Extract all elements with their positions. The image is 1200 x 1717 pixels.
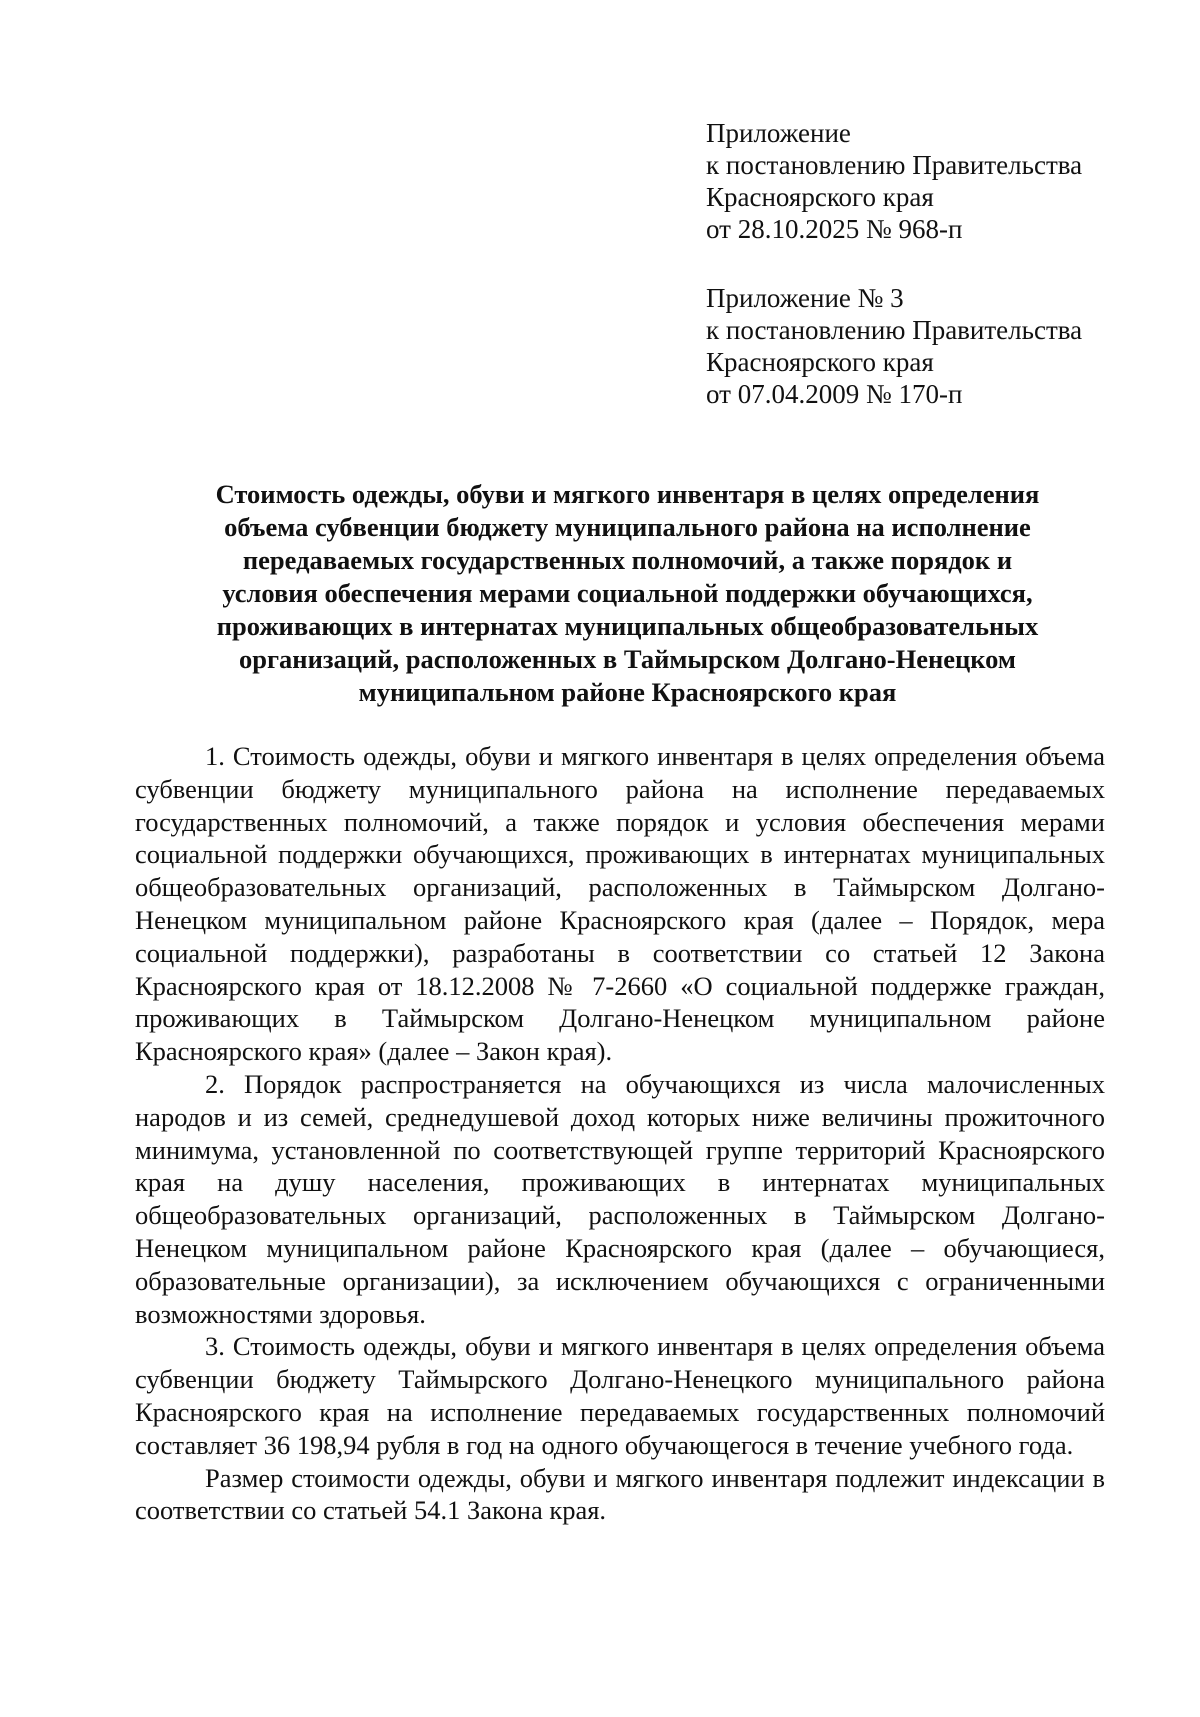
appendix-2-line-1: Приложение № 3 xyxy=(706,283,904,313)
paragraph-2: 2. Порядок распространяется на обучающихся из числа малочисленных народов и из семей, среднедушевой доход которых ниже величины прожиточного минимума, установленной по соответствующей группе территорий Красноярского края на душу населения, проживающих в интернатах муниципальных общеобразовательных организаций, расположенных в Таймырском Долгано-Ненецком муниципальном районе Красноярского края (далее – обучающиеся, образовательные организации), за исключением обучающихся с ограниченными возможностями здоровья. xyxy=(135,1068,1105,1329)
appendix-header-original xyxy=(706,282,1146,410)
document-title xyxy=(160,478,1095,709)
appendix-1-line-3: Красноярского края xyxy=(706,182,934,212)
title-line-1: Стоимость одежды, обуви и мягкого инвентаря в целях определения xyxy=(215,479,1040,509)
title-line-2: объема субвенции бюджету муниципального района на исполнение xyxy=(224,512,1031,542)
title-line-4: условия обеспечения мерами социальной поддержки обучающихся, xyxy=(222,578,1033,608)
paragraph-1: 1. Стоимость одежды, обуви и мягкого инвентаря в целях определения объема субвенции бюджету муниципального района на исполнение передаваемых государственных полномочий, а также порядок и условия обеспечения мерами социальной поддержки обучающихся, проживающих в интернатах муниципальных общеобразовательных организаций, расположенных в Таймырском Долгано-Ненецком муниципальном районе Красноярского края (далее – Порядок, мера социальной поддержки), разработаны в соответствии со статьей 12 Закона Красноярского края от 18.12.2008 № 7-2660 «О социальной поддержке граждан, проживающих в Таймырском Долгано-Ненецком муниципальном районе Красноярского края» (далее – Закон края). xyxy=(135,741,1105,1067)
appendix-2-line-4: от 07.04.2009 № 170-п xyxy=(706,379,963,409)
document-body xyxy=(135,740,1105,1527)
title-line-3: передаваемых государственных полномочий, а также порядок и xyxy=(242,545,1013,575)
appendix-2-line-3: Красноярского края xyxy=(706,347,934,377)
title-line-7: муниципальном районе Красноярского края xyxy=(358,677,897,707)
title-line-5: проживающих в интернатах муниципальных общеобразовательных xyxy=(216,611,1039,641)
appendix-2-line-2: к постановлению Правительства xyxy=(706,315,1083,345)
appendix-header-current xyxy=(706,117,1146,245)
paragraph-3: 3. Стоимость одежды, обуви и мягкого инвентаря в целях определения объема субвенции бюджету Таймырского Долгано-Ненецкого муниципального района Красноярского края на исполнение передаваемых государственных полномочий составляет 36 198,94 рубля в год на одного обучающегося в течение учебного года. xyxy=(135,1331,1105,1460)
title-line-6: организаций, расположенных в Таймырском Долгано-Ненецком xyxy=(239,644,1016,674)
appendix-1-line-1: Приложение xyxy=(706,118,851,148)
appendix-1-line-4: от 28.10.2025 № 968-п xyxy=(706,214,963,244)
paragraph-4: Размер стоимости одежды, обуви и мягкого инвентаря подлежит индексации в соответствии со статьей 54.1 Закона края. xyxy=(135,1462,1105,1526)
appendix-1-line-2: к постановлению Правительства xyxy=(706,150,1083,180)
